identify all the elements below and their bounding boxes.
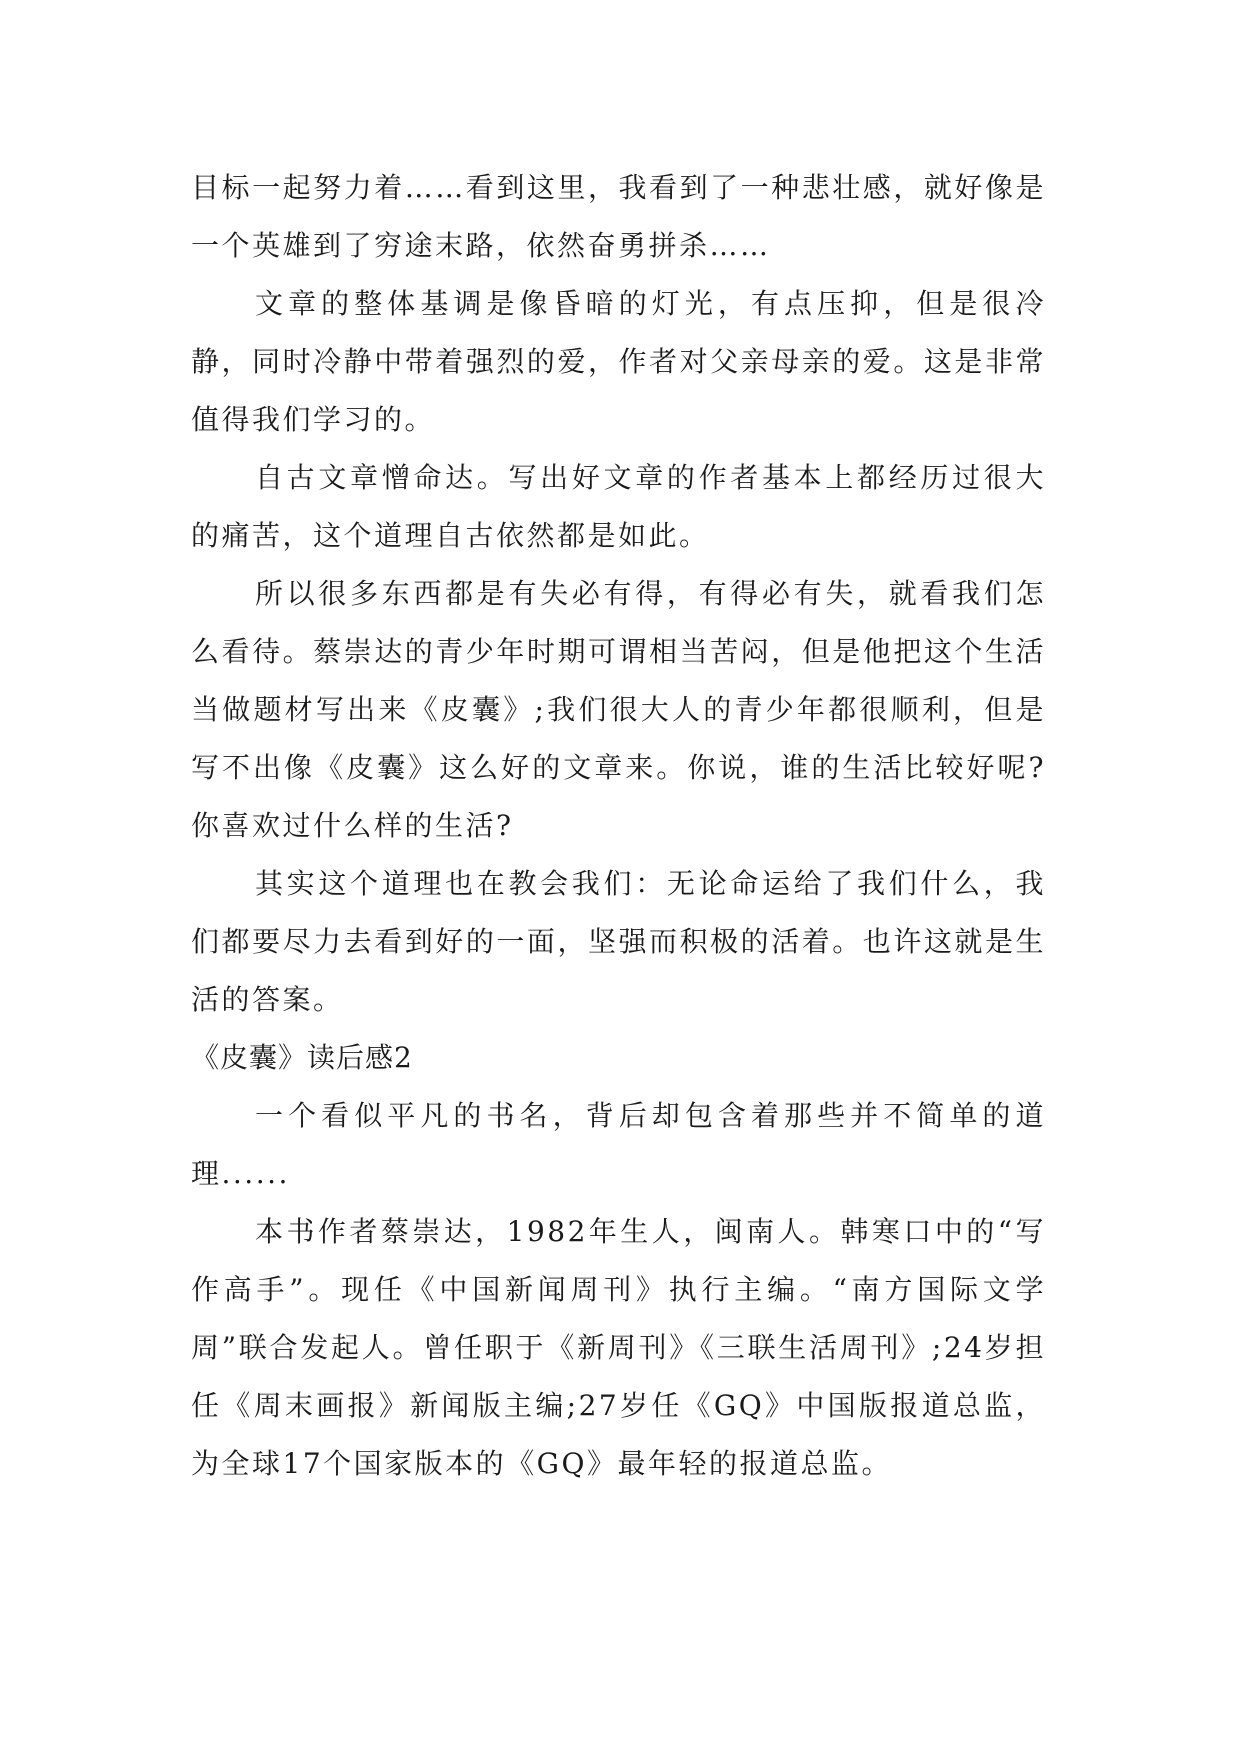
paragraph: 本书作者蔡崇达，1982年生人，闽南人。韩寒口中的“写作高手”。现任《中国新闻周刊》执行主编。“南方国际文学周”联合发起人。曾任职于《新周刊》《三联生活周刊》;24岁担任《周末画报》新闻版主编;27岁任《GQ》中国版报道总监，为全球17个国家版本的《GQ》最年轻的报道总监。 [191,1215,1046,1480]
paragraph: 其实这个道理也在教会我们：无论命运给了我们什么，我们都要尽力去看到好的一面，坚强而积极的活着。也许这就是生活的答案。 [191,867,1046,1016]
paragraph: 所以很多东西都是有失必有得，有得必有失，就看我们怎么看待。蔡崇达的青少年时期可谓相当苦闷，但是他把这个生活当做题材写出来《皮囊》;我们很大人的青少年都很顺利，但是写不出像《皮囊》这么好的文章来。你说，谁的生活比较好呢?你喜欢过什么样的生活? [191,577,1046,842]
document-body [191,159,1046,1493]
section-heading: 《皮囊》读后感2 [191,1041,413,1074]
paragraph: 目标一起努力着……看到这里，我看到了一种悲壮感，就好像是一个英雄到了穷途末路，依然奋勇拼杀…… [191,171,1046,262]
paragraph: 一个看似平凡的书名，背后却包含着那些并不简单的道理...... [191,1099,1046,1190]
paragraph: 文章的整体基调是像昏暗的灯光，有点压抑，但是很冷静，同时冷静中带着强烈的爱，作者对父亲母亲的爱。这是非常值得我们学习的。 [191,287,1046,436]
paragraph: 自古文章憎命达。写出好文章的作者基本上都经历过很大的痛苦，这个道理自古依然都是如此。 [191,461,1046,552]
